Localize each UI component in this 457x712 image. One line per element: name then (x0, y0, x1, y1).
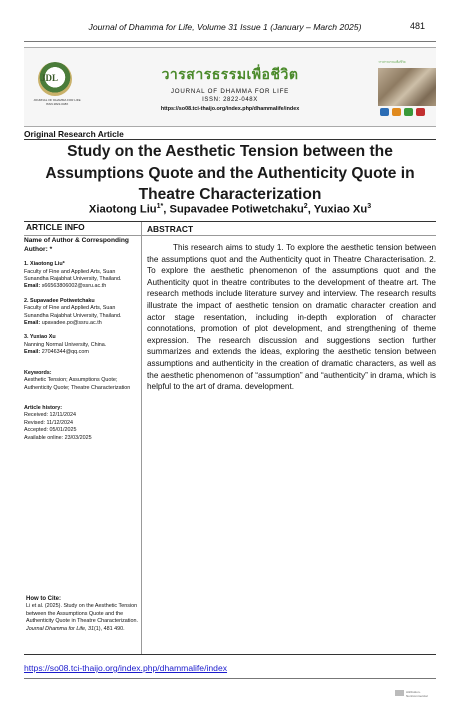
index-badge-icon (380, 108, 389, 116)
author-info-affiliation: Faculty of Fine and Applied Arts, Suan Sunandha Rajabhat University, Thailand. (24, 268, 122, 283)
author-info-2 (24, 298, 139, 328)
journal-cover-thumbnail (378, 60, 436, 120)
column-divider (141, 222, 142, 654)
article-history-block (24, 405, 139, 442)
journal-url-link[interactable]: https://so08.tci-thaijo.org/index.php/dhammalife/index (160, 106, 300, 112)
author-info-name: 1. Xiaotong Liu* (24, 261, 65, 268)
article-type-label: Original Research Article (24, 129, 124, 139)
journal-banner (24, 47, 436, 127)
author-info-name: 2. Supavadee Potiwetchaku (24, 297, 95, 304)
email-label: Email: (24, 320, 41, 327)
journal-thai-title: วารสารธรรมเพื่อชีวิต (161, 66, 299, 82)
abstract-column (143, 222, 436, 393)
author-info-email (24, 349, 139, 356)
journal-english-title: JOURNAL OF DHAMMA FOR LIFE (170, 88, 290, 95)
author-name: Yuxiao Xu (313, 203, 368, 216)
author-info-affiliation: Nanning Normal University, China. (24, 341, 107, 348)
author-info-3 (24, 334, 139, 356)
author-info-affiliation: Faculty of Fine and Applied Arts, Suan Sunandha Rajabhat University, Thailand. (24, 305, 122, 319)
header-rule (24, 41, 436, 42)
author-info-1 (24, 261, 139, 291)
title-rule (24, 139, 436, 140)
cite-text (26, 603, 138, 633)
corresponding-author-label: Name of Author & Corresponding Author: * (24, 237, 129, 253)
article-info-heading: ARTICLE INFO (26, 222, 85, 232)
article-title: Study on the Aesthetic Tension between the Assumptions Quote and the Authenticity Quote in Theatre Characterization (45, 143, 415, 203)
index-badges (380, 108, 425, 116)
email-value: s66563806002@ssru.ac.th (41, 283, 107, 290)
keywords-text: Aesthetic Tension; Assumptions Quote; Authenticity Quote; Theatre Characterization (24, 377, 131, 391)
email-value: upavadee.po@ssru.ac.th (41, 320, 102, 327)
cover-title: วารสารธรรมเพื่อชีวิต (378, 60, 406, 64)
journal-logo (30, 62, 80, 110)
cite-label: How to Cite: (26, 596, 61, 602)
logo-subtext: JOURNAL OF DHAMMA FOR LIFE ISSN 2822-048X (33, 98, 81, 106)
history-online: Available online: 23/03/2025 (24, 434, 92, 441)
author-line: Xiaotong Liu$^{1*}$, Supavadee Potiwetchaku$^2$, Yuxiao Xu$^3$ (88, 203, 372, 216)
logo-text: JDL (41, 73, 59, 83)
author-affil-sup: 2 (303, 203, 308, 210)
index-badge-icon (416, 108, 425, 116)
keywords-block (24, 370, 139, 392)
author-info-email (24, 283, 139, 290)
author-name: Xiaotong Liu (88, 203, 157, 216)
journal-issn: ISSN: 2822-048X (202, 97, 258, 103)
cover-relief-image (378, 68, 436, 106)
history-received: Received: 12/11/2024 (24, 412, 77, 419)
email-label: Email: (24, 283, 41, 290)
running-head: Journal of Dhamma for Life, Volume 31 Issue 1 (January – March 2025) (88, 22, 362, 32)
author-info-email (24, 320, 139, 327)
how-to-cite-block (26, 596, 138, 633)
index-badge-icon (404, 108, 413, 116)
email-label: Email: (24, 349, 41, 356)
cite-pages: (1), 481 490. (94, 625, 125, 632)
cc-license-text: Attribution-NonCommercial (406, 690, 428, 698)
cc-license-icon (395, 690, 404, 696)
history-accepted: Accepted: 05/01/2025 (24, 427, 77, 434)
footer-journal-link[interactable]: https://so08.tci-thaijo.org/index.php/dhammalife/index (24, 663, 228, 673)
keywords-label: Keywords: (24, 369, 52, 376)
author-name: Supavadee Potiwetchaku (169, 203, 304, 216)
author-affil-sup: 3 (367, 203, 372, 210)
author-info-name: 3. Yuxiao Xu (24, 334, 56, 341)
info-bottom-rule (24, 654, 436, 655)
cite-main: Li et al. (2025). Study on the Aesthetic Tension between the Assumptions Quote and the Authenticity Quote in Theatre Characterization. (26, 603, 138, 625)
page-number: 481 (409, 21, 425, 31)
abstract-heading: ABSTRACT (147, 224, 194, 234)
footer-rule (24, 678, 436, 679)
cite-journal: Journal Dhamma for Life, 31 (26, 625, 95, 632)
index-badge-icon (392, 108, 401, 116)
history-label: Article history: (24, 404, 63, 411)
author-affil-sup: 1* (156, 203, 164, 210)
cc-license-logo (395, 689, 435, 697)
article-info-column (24, 222, 139, 449)
abstract-body: This research aims to study 1. To explore the aesthetic tension between the assumptions quot and the Authenticity quot in Theatre Characterisation. 2. To explore the aesthetic phenomenon of the assumptions quot and the Authenticity quot in theatre contributes to the development of theatre art. The research methods include literature survey and interview. The research results illustrate the impact of aesthetic tension on dramatic character creation and actor stage resentation, including in-depth exploration of character connotations, promotion of plot development, and strengthening of theme expression. The research discussion and suggestions section further summarizes and extends the ideas, exploring the aesthetic tension between assumptions and authenticity in the creation of dramatic characters, as well as the aesthetic phenomenon of “assumption” and “authenticity” in drama, which is helpful to the art of drama. development. (147, 243, 436, 392)
email-value: 27046344@qq.com (41, 349, 89, 356)
history-revised: Revised: 11/12/2024 (24, 419, 74, 426)
